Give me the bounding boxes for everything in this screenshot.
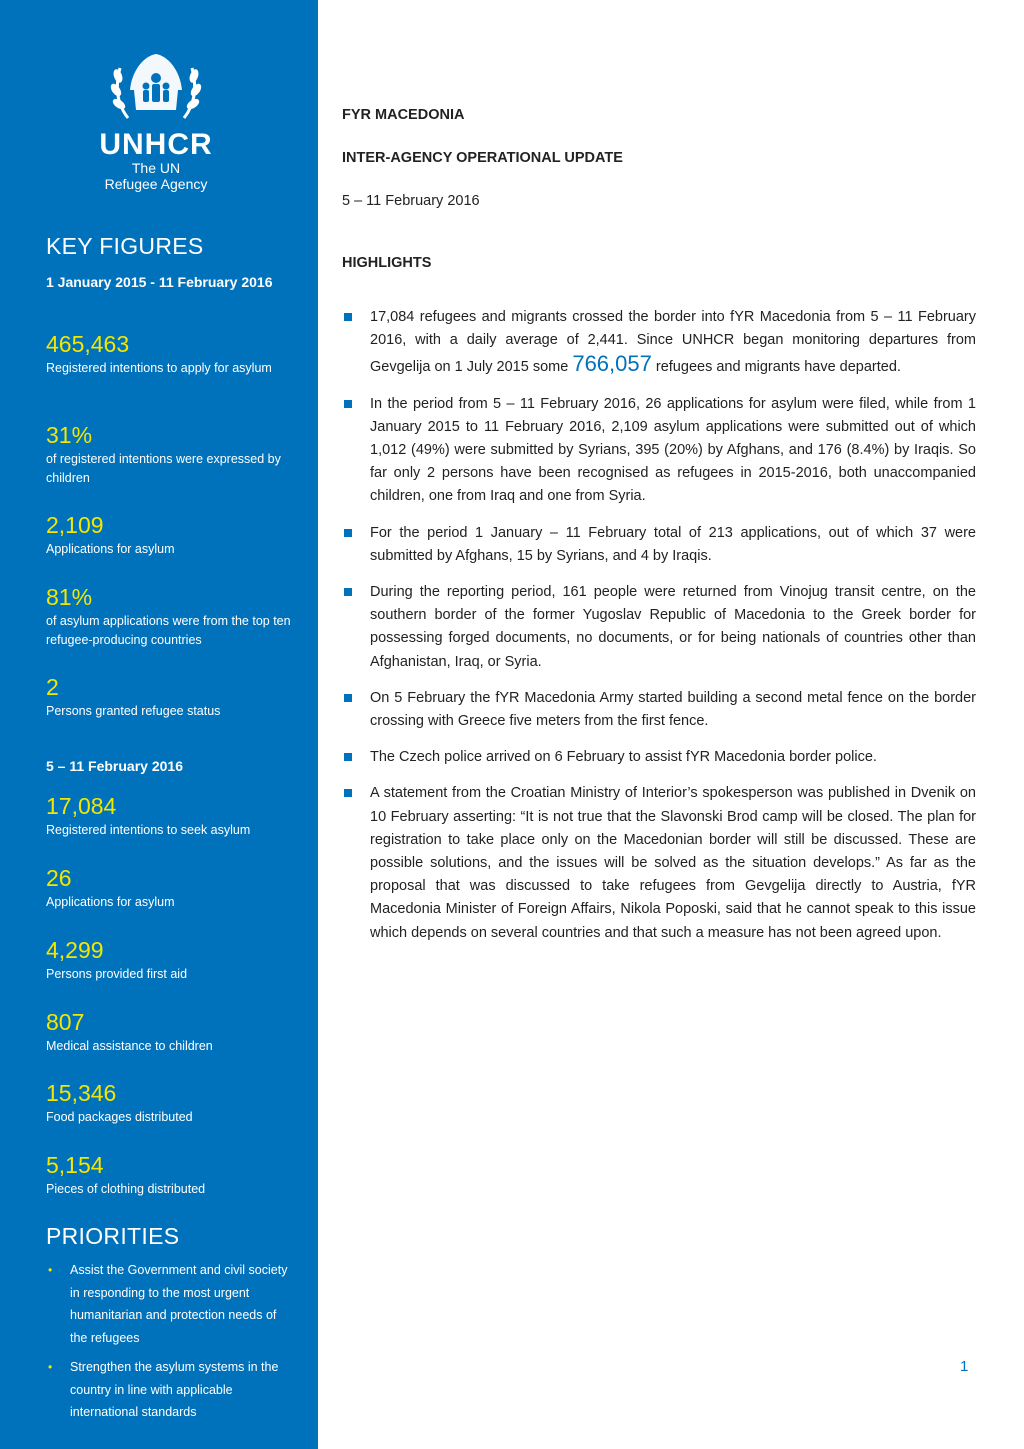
key-figure <box>46 1152 296 1199</box>
unhcr-logo <box>86 48 226 203</box>
priorities-list <box>46 1259 291 1431</box>
key-figure <box>46 422 296 488</box>
key-figure-label: Medical assistance to children <box>46 1039 213 1053</box>
highlight-text: In the period from 5 – 11 February 2016, 26 applications for asylum were filed, while from 1 January 2015 to 11 February 2016, 2,109 asylum applications were submitted out of which 1,012 (49%) were submitted by Syrians, 395 (20%) by Afghans, and 176 (8.4%) by Iraqis. So far only 2 persons have been recognised as refugees in 2015-2016, both unaccompanied children, one from Iraq and one from Syria. <box>370 395 976 505</box>
key-figure-value: 81% <box>46 584 93 610</box>
highlights-list <box>342 306 976 958</box>
report-dates: 5 – 11 February 2016 <box>342 193 480 209</box>
key-figure-value: 26 <box>46 865 72 891</box>
highlight-text: A statement from the Croatian Ministry of Interior’s spokesperson was published in Dvenik on 10 February asserting: “It is not true that the Slavonski Brod camp will be closed. The plan for registration to take place only on the Macedonian border will still be discussed. These are possible solutions, and the issues will be solved as the situation develops.” As far as the proposal that was discussed to take refugees from Gevgelija directly to Austria, fYR Macedonia Minister of Foreign Affairs, Nikola Poposki, said that he cannot speak to this issue which depends on several countries and that such a measure has not been agreed upon. <box>370 785 976 941</box>
key-figure-label: Pieces of clothing distributed <box>46 1182 206 1196</box>
key-figure <box>46 937 296 984</box>
square-bullet-icon <box>344 313 352 321</box>
highlight-item <box>342 746 976 769</box>
departures-number: 766,057 <box>572 351 652 377</box>
key-figure-value: 15,346 <box>46 1080 117 1106</box>
sidebar <box>0 0 318 1449</box>
priority-item: • Assist the Government and civil society in responding to the most urgent humanitarian and protection needs of the refugees <box>46 1259 291 1349</box>
highlight-text: During the reporting period, 161 people were returned from Vinojug transit centre, on the southern border of the former Yugoslav Republic of Macedonia to the Greek border for possessing forged documents, no documents, or for being nationals of countries other than Afghanistan, Iraq, or Syria. <box>370 584 976 670</box>
highlight-text: On 5 February the fYR Macedonia Army started building a second metal fence on the border crossing with Greece five meters from the first fence. <box>370 689 976 730</box>
key-figure <box>46 865 296 912</box>
key-figure <box>46 793 296 840</box>
square-bullet-icon <box>344 694 352 702</box>
key-figures-heading: KEY FIGURES <box>46 233 204 259</box>
highlight-item <box>342 393 976 509</box>
key-figure-value: 2 <box>46 674 59 700</box>
square-bullet-icon <box>344 529 352 537</box>
highlight-text: 17,084 refugees and migrants crossed the border into fYR Macedonia from 5 – 11 February 2016, with a daily average of 2,441. Since UNHCR began monitoring departures from Gevgelija on 1 July 2015 some <box>370 309 976 376</box>
key-figure-value: 807 <box>46 1009 85 1035</box>
priorities-heading: PRIORITIES <box>46 1223 180 1249</box>
key-figure-value: 4,299 <box>46 937 104 963</box>
key-figure-label: of registered intentions were expressed by children <box>46 452 281 485</box>
key-figure <box>46 674 296 721</box>
highlight-item <box>342 782 976 944</box>
square-bullet-icon <box>344 753 352 761</box>
key-figure-label: Applications for asylum <box>46 542 175 556</box>
key-figure <box>46 584 296 650</box>
square-bullet-icon <box>344 588 352 596</box>
priority-item: • Strengthen the asylum systems in the country in line with applicable international standards <box>46 1356 291 1424</box>
key-figure <box>46 1080 296 1127</box>
key-figure-value: 465,463 <box>46 331 130 357</box>
highlight-text: The Czech police arrived on 6 February to assist fYR Macedonia border police. <box>370 749 877 766</box>
highlight-text: refugees and migrants have departed. <box>655 359 901 376</box>
highlight-item <box>342 522 976 568</box>
key-figure <box>46 331 296 378</box>
report-title: INTER-AGENCY OPERATIONAL UPDATE <box>342 150 623 166</box>
logo-wordmark: UNHCR <box>99 128 213 161</box>
page-number: 1 <box>960 1358 969 1375</box>
square-bullet-icon <box>344 789 352 797</box>
key-figure-value: 31% <box>46 422 93 448</box>
key-figure-label: Registered intentions to seek asylum <box>46 823 251 837</box>
key-figure-label: Persons granted refugee status <box>46 704 221 718</box>
highlight-item <box>342 306 976 380</box>
key-figure-value: 17,084 <box>46 793 117 819</box>
highlight-item <box>342 687 976 733</box>
logo-tagline-1: The UN <box>131 160 181 176</box>
key-figures-period-1: 1 January 2015 - 11 February 2016 <box>46 274 273 290</box>
key-figure-value: 5,154 <box>46 1152 104 1178</box>
key-figure <box>46 1009 296 1056</box>
key-figure-label: Registered intentions to apply for asylum <box>46 361 272 375</box>
logo-tagline-2: Refugee Agency <box>104 176 208 192</box>
key-figure-label: of asylum applications were from the top ten refugee-producing countries <box>46 614 291 647</box>
key-figure-label: Persons provided first aid <box>46 967 188 981</box>
highlights-heading: HIGHLIGHTS <box>342 255 432 271</box>
key-figure-label: Applications for asylum <box>46 895 175 909</box>
unhcr-emblem-icon <box>106 48 206 128</box>
key-figure-label: Food packages distributed <box>46 1110 193 1124</box>
key-figure <box>46 512 296 559</box>
key-figure-value: 2,109 <box>46 512 104 538</box>
square-bullet-icon <box>344 400 352 408</box>
key-figures-period-2: 5 – 11 February 2016 <box>46 758 183 774</box>
highlight-item <box>342 581 976 674</box>
country-title: FYR MACEDONIA <box>342 107 465 123</box>
highlight-text: For the period 1 January – 11 February total of 213 applications, out of which 37 were submitted by Afghans, 15 by Syrians, and 4 by Iraqis. <box>370 524 976 564</box>
